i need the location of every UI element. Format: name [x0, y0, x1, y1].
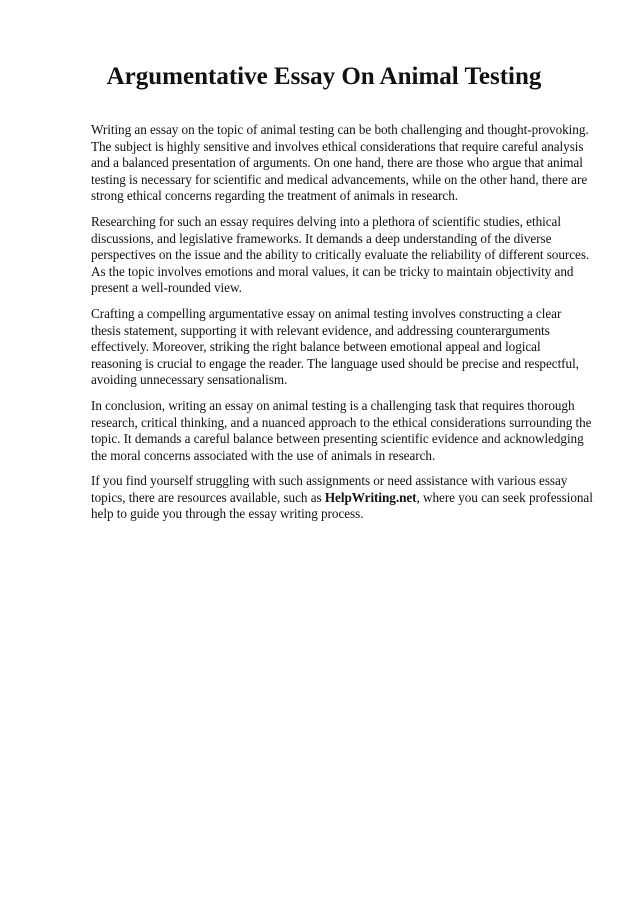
paragraph-3: Crafting a compelling argumentative essay on animal testing involves constructing a clear thesis statement, supporting it with relevant evidence, and addressing counterarguments effectively. Moreover, striking the right balance between emotional appeal and logical reasoning is crucial to engage the reader. The language used should be precise and respectful, avoiding unnecessary sensationalism.: [91, 305, 579, 388]
page-title: Argumentative Essay On Animal Testing: [106, 63, 542, 90]
paragraph-4: In conclusion, writing an essay on animal testing is a challenging task that requires thorough research, critical thinking, and a nuanced approach to the ethical considerations surrounding the topic. It demands a careful balance between presenting scientific evidence and acknowledging the moral concerns associated with the use of animals in research.: [91, 397, 592, 463]
helpwriting-link[interactable]: HelpWriting.net: [324, 489, 417, 505]
paragraph-5: [91, 473, 594, 523]
essay-body: [91, 122, 594, 532]
paragraph-5-after: , where you can seek professional help to guide you through the essay writing process.: [91, 489, 593, 522]
paragraph-2: Researching for such an essay requires delving into a plethora of scientific studies, ethical discussions, and legislative frameworks. It demands a deep understanding of the diverse perspectives on the issue and the ability to critically evaluate the reliability of different sources. As the topic involves emotions and moral values, it can be tricky to maintain objectivity and present a well-rounded view.: [91, 213, 590, 296]
paragraph-5-before: If you find yourself struggling with such assignments or need assistance with various essay topics, there are resources available, such as: [91, 473, 568, 505]
paragraph-1: Writing an essay on the topic of animal testing can be both challenging and thought-provoking. The subject is highly sensitive and involves ethical considerations that require careful analysis and a balanced presentation of arguments. On one hand, there are those who argue that animal testing is necessary for scientific and medical advancements, while on the other hand, there are strong ethical concerns regarding the treatment of animals in research.: [91, 122, 589, 204]
